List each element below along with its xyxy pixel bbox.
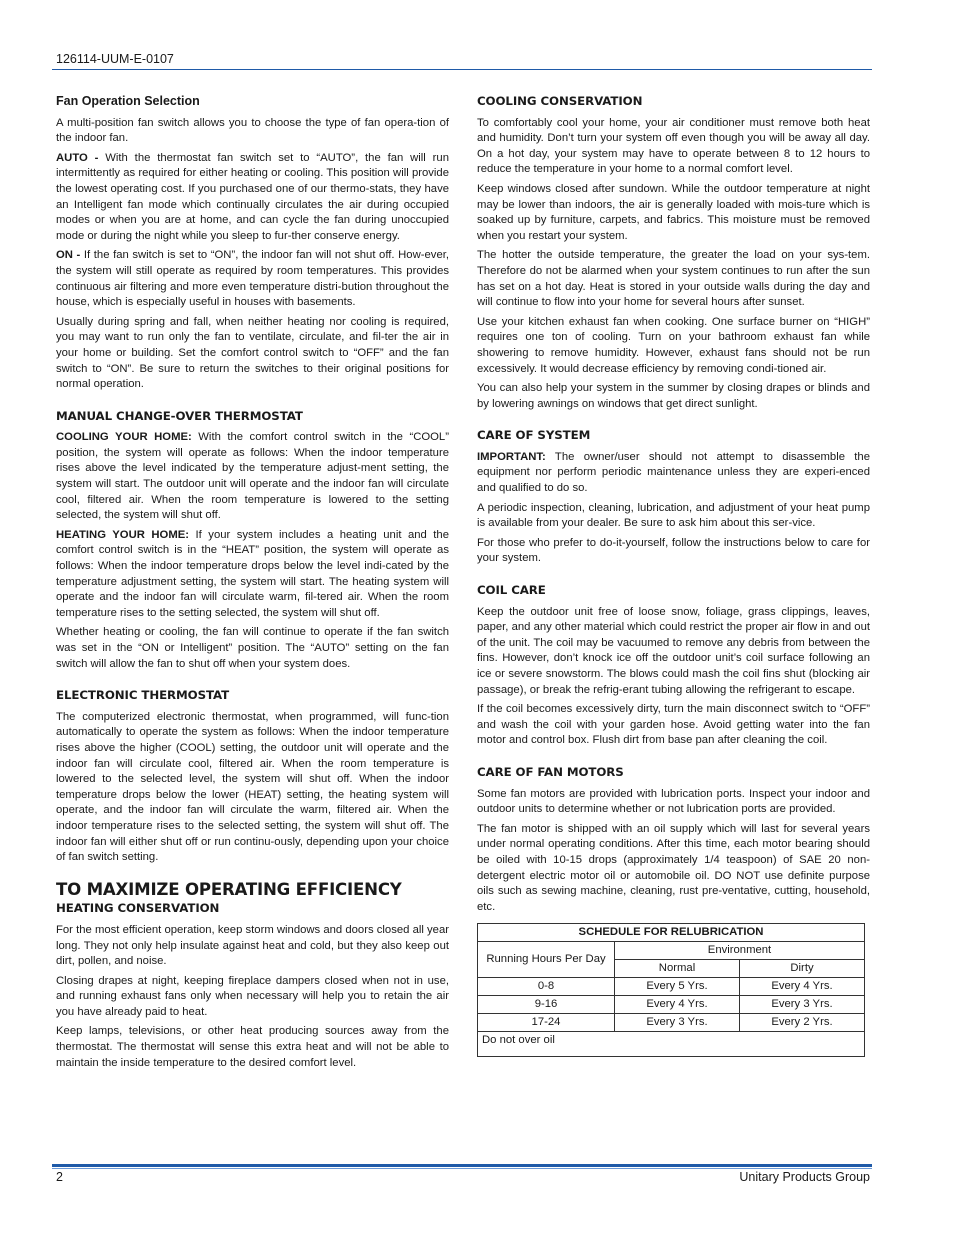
heating-home-paragraph [56, 528, 449, 622]
table-cell-normal: Every 5 Yrs. [615, 978, 740, 996]
heating-home-label: HEATING YOUR HOME: [56, 528, 190, 541]
coil-care-heading: COIL CARE [477, 583, 546, 598]
table-header-normal: Normal [615, 960, 740, 978]
auto-text: With the thermostat fan switch set to “AUTO”, the fan will run intermittently as required for either heating or cooling. This position will provide the lowest operating cost. If you purchased one of our thermo-stats, they have an Intelligent fan mode which continually circulates the air during occupied modes or when you are at home, and can cycle the fan during unoccupied mode or during the night while you sleep to fur-ther conserve energy. [56, 151, 449, 242]
left-column [56, 94, 449, 1075]
cooling-conservation-p3: The hotter the outside temperature, the greater the load on your sys-tem. Therefore do not be alarmed when your system continues to run after the sun has set on a hot day. Heat is stored in your outside walls during the day and will continue to flow into your home for several hours after sunset. [477, 249, 870, 309]
on-paragraph [56, 248, 449, 310]
cooling-conservation-p5: You can also help your system in the summer by closing drapes or blinds and by lowering awnings on windows that get direct sunlight. [477, 382, 870, 410]
usually-paragraph: Usually during spring and fall, when neither heating nor cooling is required, you may want to run only the fan to ventilate, circulate, and fil-ter the air in your home or building. Set the comfort control switch to “OFF” and the fan switch to “ON”. Be sure to return the switches to their original positions for normal operation. [56, 315, 449, 391]
cooling-home-text: With the comfort control switch in the “COOL” position, the system will operate as follows: When the indoor temperature rises above the level indicated by the temperature adjust-ment setting, the system will start. The outdoor unit will operate and the indoor fan will circulate cool, filtered air. When the room temperature is lowered to the setting selected, the system will shut off. [56, 431, 449, 522]
document-id: 126114-UUM-E-0107 [56, 52, 174, 66]
table-cell-dirty: Every 3 Yrs. [740, 996, 865, 1014]
cooling-conservation-heading: COOLING CONSERVATION [477, 94, 643, 108]
table-note: Do not over oil [478, 1032, 865, 1057]
fan-motors-p1: Some fan motors are provided with lubrication ports. Inspect your indoor and outdoor units to determine whether or not lubrication ports are provided. [477, 787, 870, 816]
cooling-home-label: COOLING YOUR HOME: [56, 431, 192, 444]
heating-conservation-p1: For the most efficient operation, keep storm windows and doors closed all year long. They not only help insulate against heat and cold, but they also keep out dirt, pollen, and noise. [56, 923, 449, 968]
fan-operation-heading: Fan Operation Selection [56, 94, 200, 108]
cooling-conservation-p2: Keep windows closed after sundown. While the outdoor temperature at night may be lower than indoors, the air is generally loaded with mois-ture which is soaked up by furniture, carpets, and fabrics. This moisture must be removed when you restart your system. [477, 182, 870, 242]
whether-paragraph: Whether heating or cooling, the fan will continue to operate if the fan switch was set in the “ON or Intelligent” position. The “AUTO” setting on the fan switch will allow the fan to shut off when your system does. [56, 626, 449, 670]
on-label: ON - [56, 249, 81, 262]
manual-thermostat-heading: MANUAL CHANGE-OVER THERMOSTAT [56, 408, 303, 423]
table-title: SCHEDULE FOR RELUBRICATION [478, 924, 865, 942]
header-rule [52, 69, 872, 70]
relubrication-table [477, 923, 865, 1057]
table-header-environment: Environment [615, 942, 865, 960]
table-cell-normal: Every 3 Yrs. [615, 1014, 740, 1032]
table-cell-hours: 0-8 [478, 978, 615, 996]
electronic-thermostat-heading: ELECTRONIC THERMOSTAT [56, 688, 230, 703]
table-row [478, 996, 865, 1014]
table-row [478, 978, 865, 996]
heating-conservation-p2: Closing drapes at night, keeping fireplace dampers closed when not in use, and running exhaust fans only when necessary will help you to retain the air you have already paid to heat. [56, 974, 449, 1018]
care-p2: A periodic inspection, cleaning, lubrication, and adjustment of your heat pump is available from your dealer. Be sure to ask him about this ser-vice. [477, 501, 870, 530]
important-text: The owner/user should not attempt to disassemble the equipment nor perform periodic maintenance unless they are experi-enced and qualified to do so. [477, 450, 870, 495]
important-paragraph [477, 450, 870, 497]
on-text: If the fan switch is set to “ON”, the indoor fan will not shut off. How-ever, the system will still operate as required by room temperatures. This provides continuous air filtering and more even temperature distri-bution throughout the house, which is especially useful in houses with basements. [56, 249, 449, 309]
table-cell-dirty: Every 2 Yrs. [740, 1014, 865, 1032]
fan-motors-p2: The fan motor is shipped with an oil supply which will last for several years under normal operating conditions. After this time, each motor bearing should be oiled with 10-15 drops (approximately 1/4 teaspoon) of SAE 20 non-detergent electric motor oil or automobile oil. DO NOT use definite purpose oils such as sewing machine, cleaning, rust pre-ventative, cutting, household, etc. [477, 822, 870, 913]
heating-conservation-p3: Keep lamps, televisions, or other heat producing sources away from the thermostat. The thermostat will sense this extra heat and will not be able to maintain the inside temperature to the desired comfort level. [56, 1025, 449, 1069]
fan-motors-heading: CARE OF FAN MOTORS [477, 764, 624, 779]
cooling-conservation-p1: To comfortably cool your home, your air conditioner must remove both heat and humidity. Don’t turn your system off even though you will be away all day. On a hot day, your system may have to operate between 8 to 12 hours to reduce the temperature in your home to a normal comfort level. [477, 116, 870, 176]
table-cell-hours: 9-16 [478, 996, 615, 1014]
table-row [478, 1014, 865, 1032]
table-cell-normal: Every 4 Yrs. [615, 996, 740, 1014]
auto-label: AUTO - [56, 151, 99, 164]
heating-home-text: If your system includes a heating unit and the comfort control switch is in the “HEAT” position, the system will operate as follows: When the indoor temperature drops below the level indi-cated by the temperature adjustment setting, the system will start. The heating system will operate and the indoor fan will circulate warm, fil-tered air. When the room temperature rises to the setting selected, the system will shut off. [56, 528, 449, 619]
coil-care-p2: If the coil becomes excessively dirty, turn the main disconnect switch to “OFF” and wash the coil with your garden hose. Avoid getting water into the fan motor and control box. Flush dirt from base pan after cleaning the coil. [477, 703, 870, 747]
coil-care-p1: Keep the outdoor unit free of loose snow, foliage, grass clippings, leaves, paper, and any other material which could restrict the proper air flow in and out of the unit. The coil may be vacuumed to remove any debris from between the fins. However, don’t knock ice off the outdoor unit’s coil surface following an ice or severe snowstorm. The blows could mash the coil fins shut (blocking air passage), or break the refrig-erant tubing allowing the refrigerant to escape. [477, 605, 870, 696]
maximize-efficiency-heading: TO MAXIMIZE OPERATING EFFICIENCY [56, 879, 402, 899]
cooling-conservation-p4: Use your kitchen exhaust fan when cooking. One surface burner on “HIGH” requires one ton of cooling. Turn on your bathroom exhaust fan while showering to remove humidity. However, exhaust fans should not be run excessively. It would decrease efficiency by removing condi-tioned air. [477, 315, 870, 375]
electronic-paragraph: The computerized electronic thermostat, when programmed, will func-tion automatically to operate the system as follows: When the indoor temperature rises above the higher (COOL) setting, the outdoor unit will operate and the indoor fan will circulate cool, filtered air. When the room temperature is lowered to the selected level, the system will shut off. When the indoor temperature drops below the lower (HEAT) setting, the heating system will operate, and the indoor fan will circulate the warm, filtered air. When the indoor temperature rises to the selected setting, the system will shut off. The indoor fan will either shut off or run continu-ously, depending upon your choice of fan switch setting. [56, 710, 449, 864]
fan-intro-paragraph: A multi-position fan switch allows you to choose the type of fan opera-tion of the indoor fan. [56, 116, 449, 145]
table-header-dirty: Dirty [740, 960, 865, 978]
table-cell-dirty: Every 4 Yrs. [740, 978, 865, 996]
footer-rule [52, 1164, 872, 1167]
care-p3: For those who prefer to do-it-yourself, follow the instructions below to care for your system. [477, 536, 870, 565]
table-cell-hours: 17-24 [478, 1014, 615, 1032]
footer-rule-thin [52, 1168, 872, 1169]
right-column [477, 94, 870, 1057]
cooling-home-paragraph [56, 430, 449, 524]
auto-paragraph [56, 151, 449, 245]
care-of-system-heading: CARE OF SYSTEM [477, 428, 591, 443]
page-number: 2 [56, 1170, 63, 1184]
footer-group-name: Unitary Products Group [739, 1170, 870, 1184]
heating-conservation-heading: HEATING CONSERVATION [56, 901, 220, 916]
important-label: IMPORTANT: [477, 450, 546, 463]
table-header-hours: Running Hours Per Day [478, 942, 615, 978]
